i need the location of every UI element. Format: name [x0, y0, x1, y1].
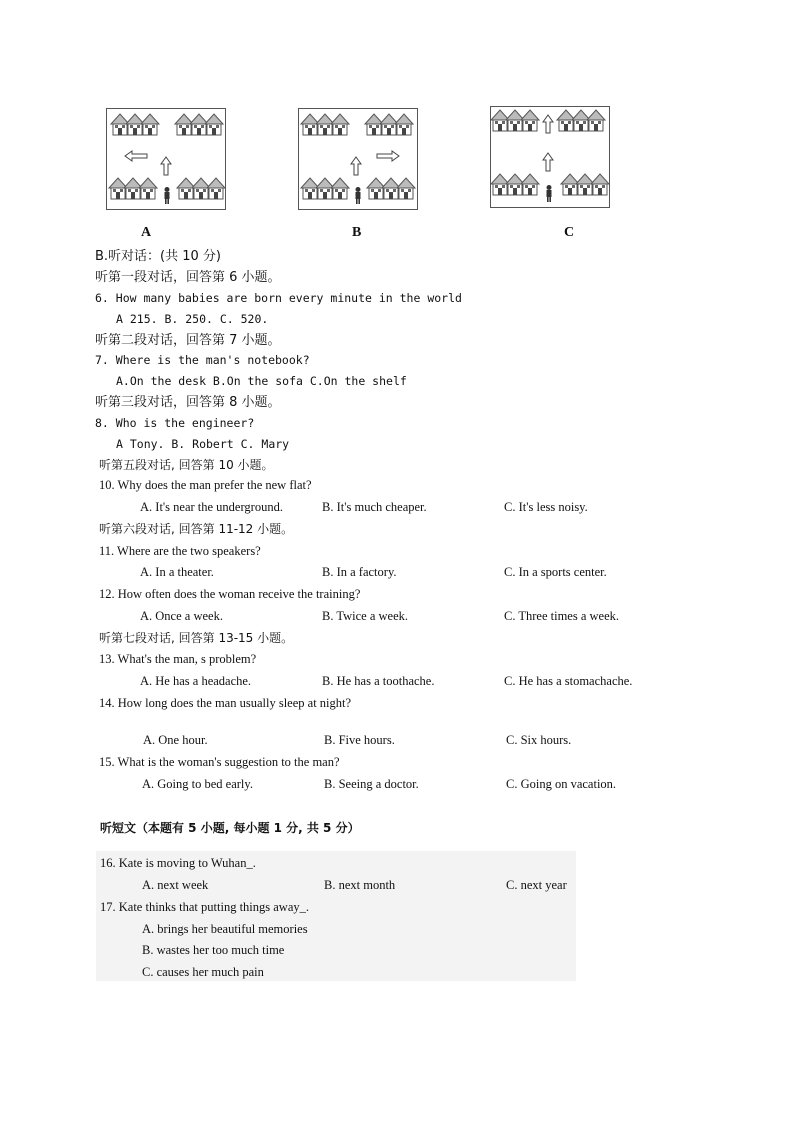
question-10-option-c: C. It's less noisy.	[504, 500, 588, 514]
question-16-option-c: C. next year	[506, 878, 567, 892]
short-text-heading: 听短文（本题有 5 小题, 每小题 1 分, 共 5 分）	[100, 821, 360, 835]
question-8: 8. Who is the engineer?	[95, 416, 255, 430]
dialogue-6-instruction: 听第六段对话, 回答第 11-12 小题。	[99, 522, 294, 536]
dialogue-2-instruction: 听第二段对话，回答第 7 小题。	[95, 333, 281, 348]
question-8-options: A Tony. B. Robert C. Mary	[116, 437, 290, 451]
dialogue-7-instruction: 听第七段对话, 回答第 13-15 小题。	[99, 631, 294, 645]
question-15-option-c: C. Going on vacation.	[506, 777, 617, 791]
question-14-option-b: B. Five hours.	[324, 733, 395, 747]
houses-arrow-right-illustration	[299, 109, 417, 209]
question-15: 15. What is the woman's suggestion to the man?	[99, 755, 340, 769]
question-7-options: A.On the desk B.On the sofa C.On the shelf	[116, 374, 407, 388]
question-10-option-a: A. It's near the underground.	[140, 500, 283, 514]
question-11: 11. Where are the two speakers?	[99, 544, 261, 558]
question-13-option-a: A. He has a headache.	[140, 674, 252, 688]
question-11-option-b: B. In a factory.	[322, 565, 397, 579]
question-17: 17. Kate thinks that putting things away_.	[100, 900, 310, 914]
question-13-option-b: B. He has a toothache.	[322, 674, 435, 688]
dialogue-1-instruction: 听第一段对话，回答第 6 小题。	[95, 270, 281, 285]
dialogue-3-instruction: 听第三段对话，回答第 8 小题。	[95, 395, 281, 410]
question-13: 13. What's the man, s problem?	[99, 652, 257, 666]
question-16-option-b: B. next month	[324, 878, 396, 892]
question-17-option-c: C. causes her much pain	[142, 965, 264, 979]
question-13-option-c: C. He has a stomachache.	[504, 674, 633, 688]
question-12: 12. How often does the woman receive the training?	[99, 587, 361, 601]
question-14-option-a: A. One hour.	[143, 733, 208, 747]
picture-a-label: A	[141, 225, 152, 240]
question-6: 6. How many babies are born every minute in the world	[95, 291, 462, 305]
question-17-option-b: B. wastes her too much time	[142, 943, 285, 957]
section-b-heading: B.听对话：(共 10 分)	[95, 249, 222, 264]
question-14-option-c: C. Six hours.	[506, 733, 572, 747]
houses-arrow-up-illustration	[491, 107, 609, 207]
picture-a	[106, 108, 226, 210]
question-12-option-c: C. Three times a week.	[504, 609, 620, 623]
question-14: 14. How long does the man usually sleep at night?	[99, 696, 352, 710]
question-12-option-b: B. Twice a week.	[322, 609, 409, 623]
picture-c-label: C	[564, 225, 575, 240]
question-10: 10. Why does the man prefer the new flat?	[99, 478, 312, 492]
question-16-option-a: A. next week	[142, 878, 209, 892]
picture-b	[298, 108, 418, 210]
question-15-option-a: A. Going to bed early.	[142, 777, 253, 791]
houses-arrow-left-illustration	[107, 109, 225, 209]
question-6-options: A 215. B. 250. C. 520.	[116, 312, 269, 326]
question-15-option-b: B. Seeing a doctor.	[324, 777, 419, 791]
question-10-option-b: B. It's much cheaper.	[322, 500, 427, 514]
question-11-option-a: A. In a theater.	[140, 565, 214, 579]
question-12-option-a: A. Once a week.	[140, 609, 223, 623]
picture-c	[490, 106, 610, 208]
dialogue-5-instruction: 听第五段对话, 回答第 10 小题。	[99, 458, 274, 472]
picture-b-label: B	[352, 225, 362, 240]
question-7: 7. Where is the man's notebook?	[95, 353, 310, 367]
question-16: 16. Kate is moving to Wuhan_.	[100, 856, 256, 870]
question-17-option-a: A. brings her beautiful memories	[142, 922, 308, 936]
question-11-option-c: C. In a sports center.	[504, 565, 607, 579]
